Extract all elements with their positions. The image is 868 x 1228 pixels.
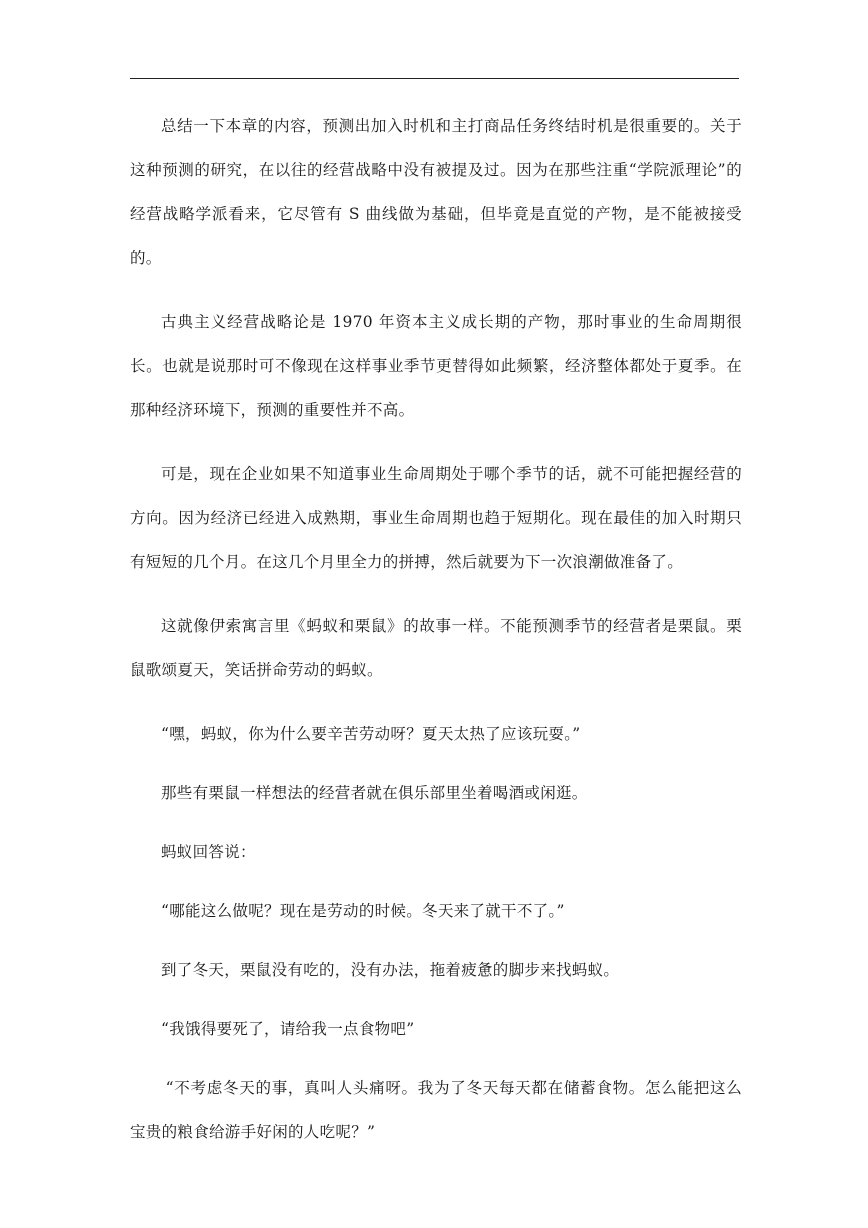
paragraph-classical-strategy: 古典主义经营战略论是 1970 年资本主义成长期的产物，那时事业的生命周期很长。也就是说那时可不像现在这样事业季节更替得如此频繁，经济整体都处于夏季。在那种经济环境下，预测的重要性并不高。 [130, 313, 742, 419]
paragraph-squirrel-quote: “嘿，蚂蚁，你为什么要辛苦劳动呀？夏天太热了应该玩耍。” [161, 725, 581, 743]
paragraph-hungry-quote: “我饿得要死了，请给我一点食物吧” [161, 1020, 415, 1038]
paragraph-winter-comes: 到了冬天，栗鼠没有吃的，没有办法，拖着疲惫的脚步来找蚂蚁。 [161, 961, 620, 979]
paragraph-ant-reply: “不考虑冬天的事，真叫人头痛呀。我为了冬天每天都在储蓄食物。怎么能把这么宝贵的粮食给游手好闲的人吃呢？” [130, 1079, 742, 1141]
paragraph-summary: 总结一下本章的内容，预测出加入时机和主打商品任务终结时机是很重要的。关于这种预测的研究，在以往的经营战略中没有被提及过。因为在那些注重“学院派理论”的经营战略学派看来，它尽管有 S 曲线做为基础，但毕竟是直觉的产物，是不能被接受的。 [130, 117, 742, 267]
paragraph-aesop-fable: 这就像伊索寓言里《蚂蚁和栗鼠》的故事一样。不能预测季节的经营者是栗鼠。栗鼠歌颂夏天，笑话拼命劳动的蚂蚁。 [130, 617, 742, 679]
paragraph-ant-answers: 蚂蚁回答说： [161, 843, 256, 861]
paragraph-ant-quote: “哪能这么做呢？现在是劳动的时候。冬天来了就干不了。” [161, 902, 565, 920]
paragraph-squirrel-managers: 那些有栗鼠一样想法的经营者就在俱乐部里坐着喝酒或闲逛。 [161, 784, 588, 802]
body-text [130, 104, 742, 1154]
header-rule [130, 78, 739, 79]
paragraph-business-cycle: 可是，现在企业如果不知道事业生命周期处于哪个季节的话，就不可能把握经营的方向。因为经济已经进入成熟期，事业生命周期也趋于短期化。现在最佳的加入时期只有短短的几个月。在这几个月里全力的拼搏，然后就要为下一次浪潮做准备了。 [130, 465, 742, 571]
